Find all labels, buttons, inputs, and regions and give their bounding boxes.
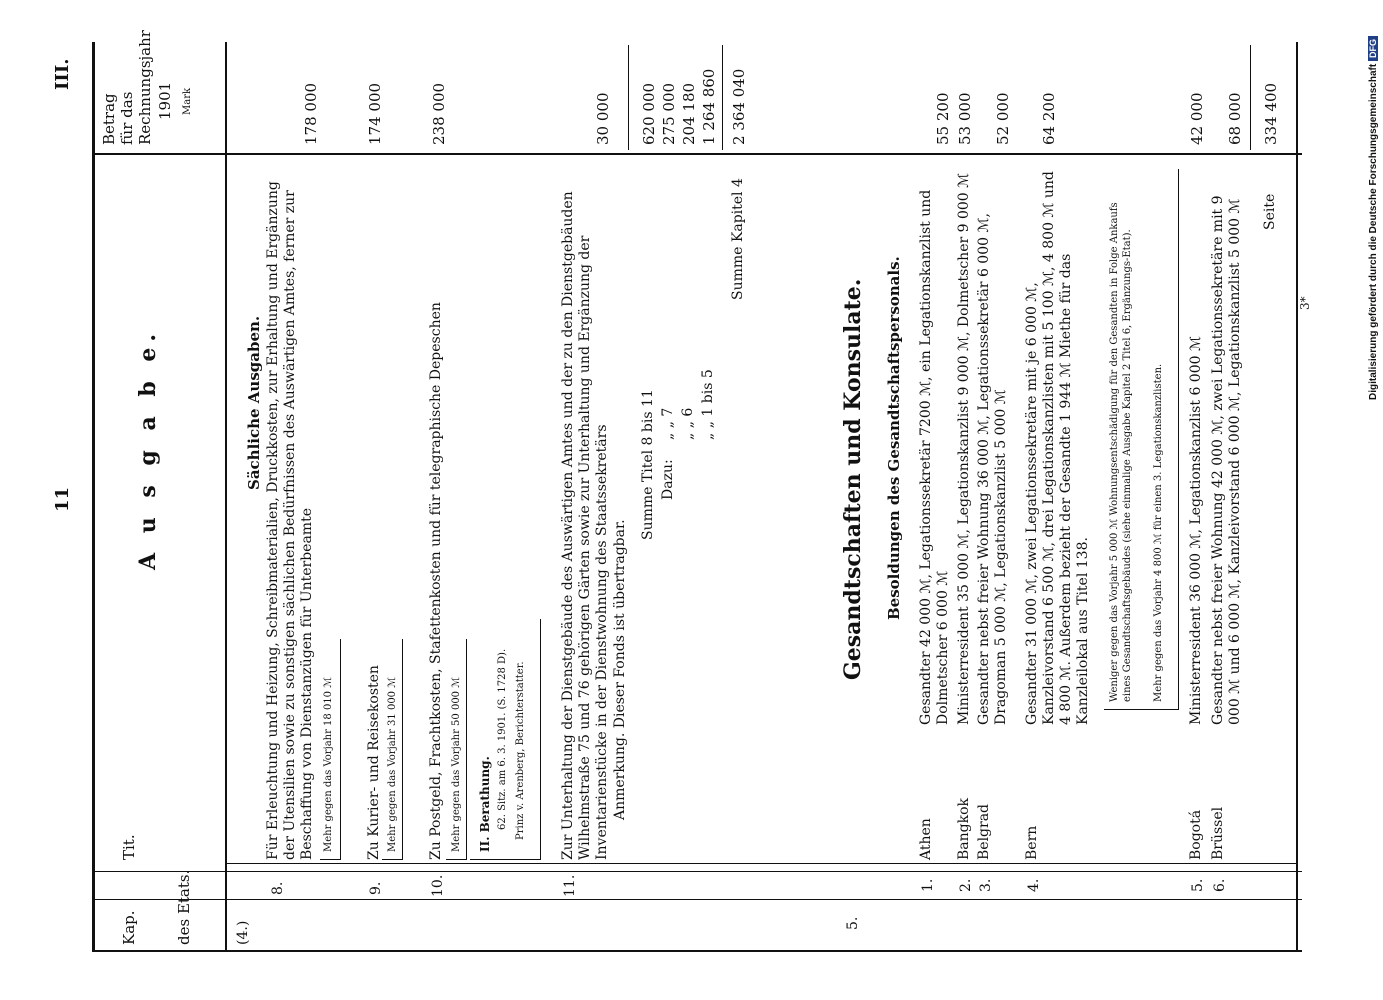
seite-value: 334 400 — [1262, 82, 1280, 145]
post-5-place: Bogotá — [1188, 809, 1204, 860]
table-bottom-rule — [1296, 42, 1298, 952]
item-10-amount: 238 000 — [430, 82, 448, 145]
item-11-remark: Anmerkung. Dieser Fonds ist übertragbar. — [612, 519, 628, 820]
document-title: A u s g a b e. — [135, 327, 161, 570]
item-9-tit: 9. — [368, 881, 384, 895]
dazu-6-value: 204 180 — [680, 82, 698, 145]
post-1-text: Gesandter 42 000 ℳ, Legationssekretär 7200 ℳ, ein Legationskanzlist und Dolmetscher 6 000 ℳ — [918, 189, 951, 725]
summe-titel-value: 620 000 — [640, 82, 658, 145]
dazu-label: Dazu: — [660, 459, 676, 500]
kap5-subtitle: Besoldungen des Gesandtschaftspersonals. — [885, 256, 903, 620]
summe-kapitel-value: 2 364 040 — [730, 68, 748, 145]
seite-label: Seite — [1262, 193, 1278, 230]
beratung-session: 62. Sitz. am 6. 3. 1901. (S. 1728 D). — [497, 648, 508, 830]
post-5-text: Ministerresident 36 000 ℳ, Legationskanzlist 6 000 ℳ — [1188, 336, 1204, 725]
kap-tit-column-rule — [92, 950, 1302, 952]
table-top-rule — [92, 42, 95, 952]
amount-column-rule-right — [92, 871, 1302, 872]
post-4-amount: 64 200 — [1040, 92, 1058, 145]
beratung-box — [470, 619, 541, 860]
header-tit: Tit. — [120, 834, 138, 860]
tit-column-rule — [225, 863, 1298, 864]
item-8-note: Mehr gegen das Vorjahr 18 010 ℳ — [323, 677, 334, 852]
header-betrag: Betrag — [100, 93, 118, 145]
sums-total-rule — [722, 45, 723, 150]
post-3-tit: 3. — [978, 878, 994, 892]
post-6-text: Gesandter nebst freier Wohnung 42 000 ℳ, zwei Legationssekretäre mit 9 000 ℳ und 6 000 ℳ, Kanzleivorstand 6 000 ℳ, Legationskanzlist 5 000 ℳ — [1210, 195, 1243, 725]
header-des-etats: des Etats. — [175, 869, 193, 945]
footer-sign: 3* — [1298, 296, 1312, 310]
section-marker: III. — [52, 58, 73, 90]
item-8-tit: 8. — [270, 881, 286, 895]
amount-column-rule-left — [92, 899, 1302, 900]
beratung-reporter: Prinz v. Arenberg, Berichterstatter. — [515, 661, 526, 840]
header-rechnungsjahr: Rechnungsjahr — [136, 30, 154, 145]
item-8-text: Für Erleuchtung und Heizung, Schreibmaterialien, Druckkosten, zur Erhaltung und Ergänzung der Utensilien sowie zu sonstigen sächlichen Bedürfnissen des Auswärtigen Amtes, ferner zur Beschaffung von Dienstanzügen für Unterbeamte — [265, 181, 315, 860]
post-4-tit: 4. — [1026, 878, 1042, 892]
post-4-note1: Weniger gegen das Vorjahr 5 000 ℳ Wohnungsentschädigung für den Gesandten in Folge Ankaufs eines Gesandtschaftsgebäudes (siehe einmalige Ausgabe Kapitel 2 Titel 6, Ergänzungs-Etat). — [1109, 202, 1133, 702]
header-fuer-das: für das — [118, 91, 136, 145]
item-11-text: Zur Unterhaltung der Dienstgebäude des Auswärtigen Amtes und der zu den Dienstgebäuden Wilhelmstraße 75 und 76 gehörigen Gärten sowie zur Unterhaltung und Ergänzung der Inventarienstücke in der Dienstwohnung des Staatssekretärs — [560, 191, 610, 860]
post-3-amount: 52 000 — [994, 92, 1012, 145]
post-5-tit: 5. — [1190, 878, 1206, 892]
summe-kapitel-label: Summe Kapitel 4 — [730, 178, 746, 300]
digitization-text: Digitalisierung gefördert durch die Deutsche Forschungsgemeinschaft — [1368, 63, 1379, 400]
post-5-amount: 42 000 — [1188, 92, 1206, 145]
post-6-tit: 6. — [1212, 878, 1228, 892]
text-column-rule — [92, 153, 1302, 155]
dazu-6-label: „ „ 6 — [680, 407, 696, 440]
post-1-tit: 1. — [920, 878, 936, 892]
item-10-tit: 10. — [430, 874, 446, 897]
item-9-note: Mehr gegen das Vorjahr 31 000 ℳ — [387, 677, 398, 852]
kap5-title: Gesandtschaften und Konsulate. — [840, 278, 866, 680]
post-6-amount: 68 000 — [1226, 92, 1244, 145]
header-kap: Kap. — [120, 910, 138, 945]
post-1-place: Athen — [918, 818, 934, 860]
kap5-number: 5. — [845, 916, 861, 930]
dazu-7-value: 275 000 — [660, 82, 678, 145]
item-8-amount: 178 000 — [302, 82, 320, 145]
dazu-7-label: „ „ 7 — [660, 407, 676, 440]
post-3-place: Belgrad — [976, 803, 992, 860]
post-6-place: Brüssel — [1210, 806, 1226, 860]
item-11-amount: 30 000 — [594, 92, 612, 145]
post-4-place: Bern — [1024, 825, 1040, 860]
beratung-heading: II. Berathung. — [478, 756, 492, 852]
post-2-amount: 53 000 — [956, 92, 974, 145]
seite-rule — [1250, 45, 1251, 150]
item-11-tit: 11. — [562, 874, 578, 897]
item-9-text: Zu Kurier- und Reisekosten — [366, 665, 382, 860]
sums-rule — [628, 45, 629, 150]
post-4-note2: Mehr gegen das Vorjahr 4 800 ℳ für einen 3. Legationskanzlisten. — [1153, 363, 1164, 702]
post-2-tit: 2. — [958, 878, 974, 892]
kap-prev: (4.) — [235, 920, 251, 945]
section-heading: Sächliche Ausgaben. — [245, 315, 263, 490]
header-rule — [225, 42, 227, 952]
post-4-text: Gesandter 31 000 ℳ, zwei Legationssekretäre mit je 6 000 ℳ, Kanzleivorstand 6 500 ℳ, drei Legationskanzlisten mit 5 100 ℳ, 4 800 ℳ und 4 800 ℳ. Außerdem bezieht der Gesandte 1 944 ℳ Miethe für das Kanzleilokal aus Titel 138. — [1024, 171, 1091, 725]
digitization-note — [1368, 36, 1379, 400]
page-number: 11 — [52, 486, 73, 512]
post-2-text: Ministerresident 35 000 ℳ, Legationskanzlist 9 000 ℳ, Dolmetscher 9 000 ℳ — [956, 172, 972, 725]
header-unit: Mark — [182, 87, 193, 115]
item-10-note: Mehr gegen das Vorjahr 50 000 ℳ — [451, 677, 462, 852]
item-9-amount: 174 000 — [366, 82, 384, 145]
dazu-1-5-value: 1 264 860 — [700, 68, 718, 145]
post-2-place: Bangkok — [956, 797, 972, 860]
dfg-logo: DFG — [1368, 36, 1378, 61]
item-10-text: Zu Postgeld, Frachtkosten, Stafettenkosten und für telegraphische Depeschen — [428, 302, 444, 860]
post-1-amount: 55 200 — [934, 92, 952, 145]
dazu-1-5-label: „ „ 1 bis 5 — [700, 369, 716, 440]
header-year: 1901 — [156, 81, 174, 120]
summe-titel-label: Summe Titel 8 bis 11 — [640, 389, 656, 540]
post-3-text: Gesandter nebst freier Wohnung 36 000 ℳ, Legationssekretär 6 000 ℳ, Dragoman 5 000 ℳ, Legationskanzlist 5 000 ℳ — [976, 213, 1009, 725]
